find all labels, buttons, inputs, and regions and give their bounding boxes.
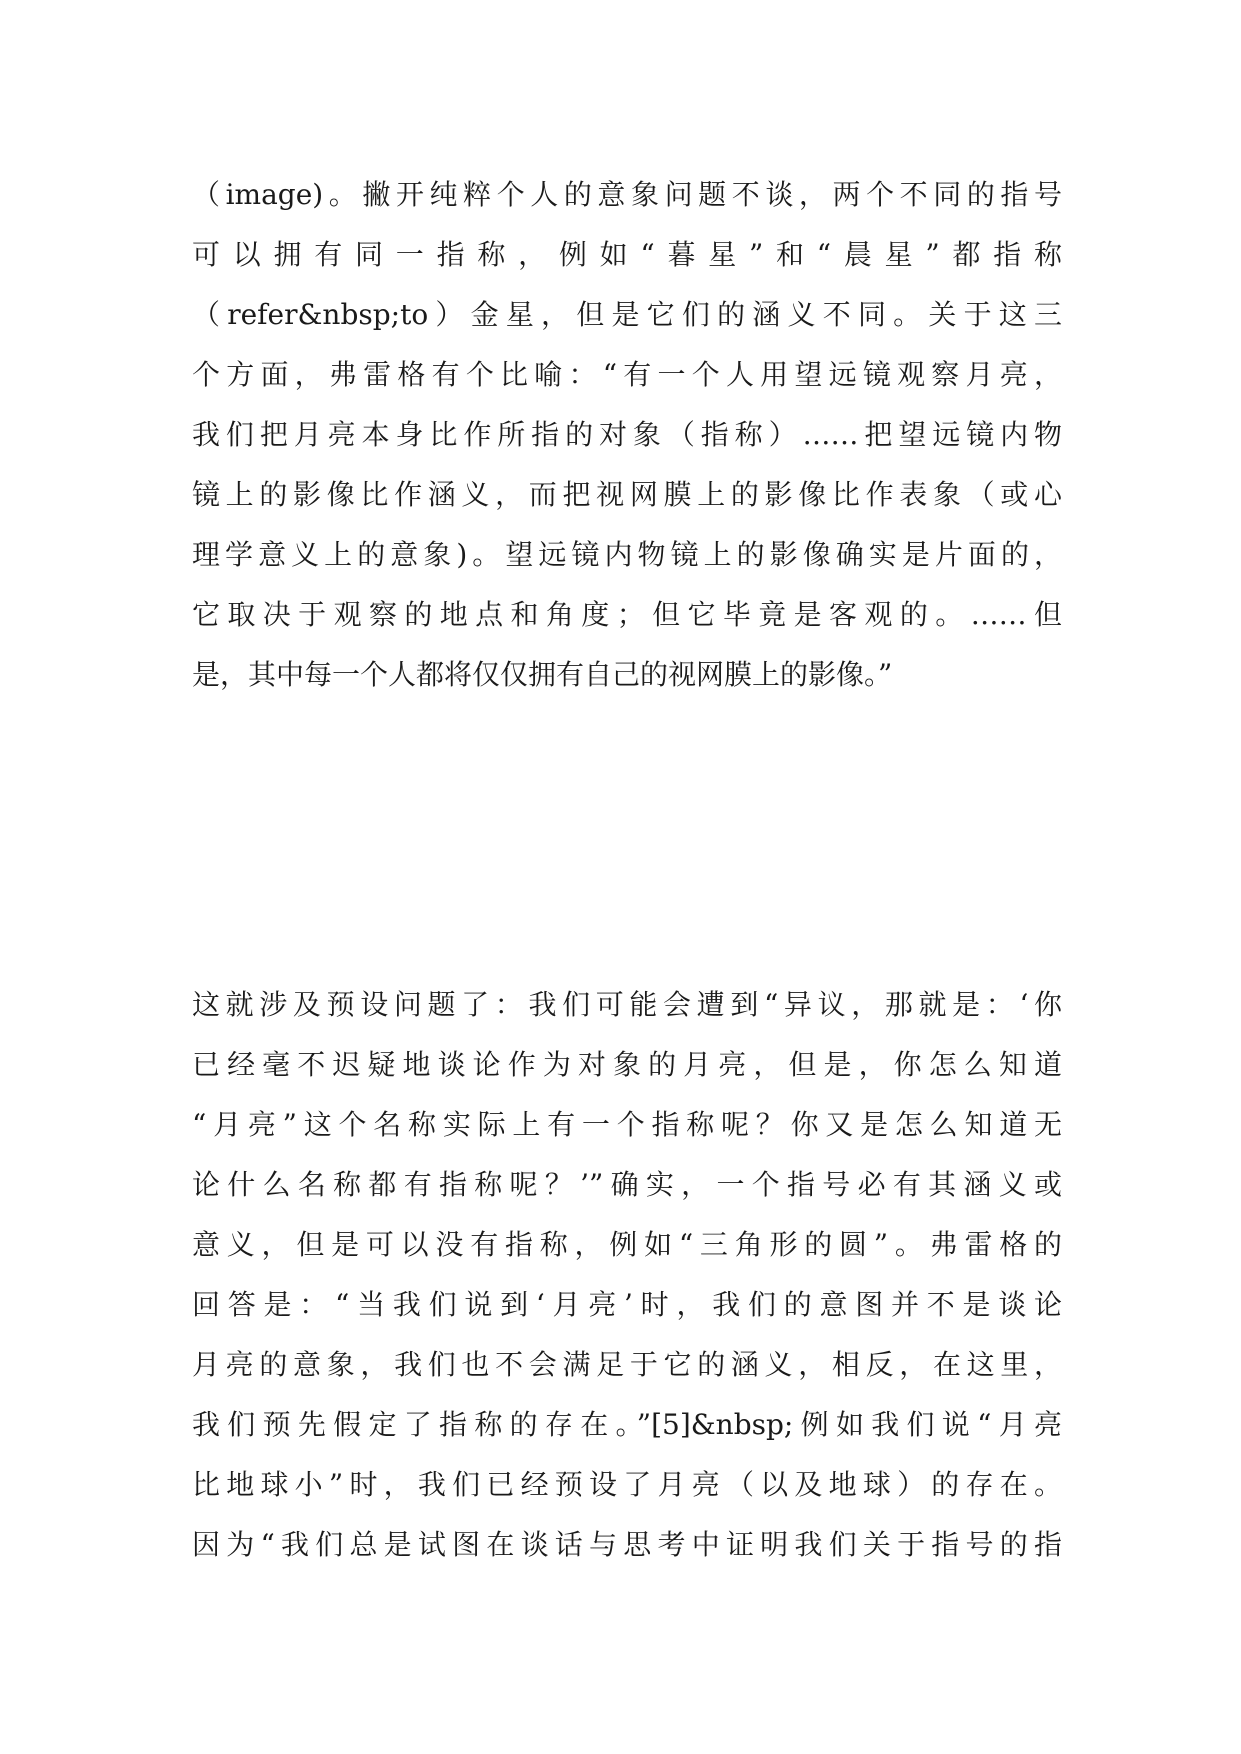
paragraph-2 [192, 975, 1062, 1575]
text-line: 我们预先假定了指称的存在。”[5]&nbsp;例如我们说“月亮 [192, 1408, 1062, 1441]
text-line: 论什么名称都有指称呢？’”确实，一个指号必有其涵义或 [192, 1168, 1062, 1201]
text-line: 意义，但是可以没有指称，例如“三角形的圆”。弗雷格的 [192, 1228, 1062, 1261]
text-line: 回答是：“当我们说到‘月亮’时，我们的意图并不是谈论 [192, 1288, 1062, 1321]
text-line: 它取决于观察的地点和角度；但它毕竟是客观的。……但 [192, 598, 1062, 631]
text-line: “月亮”这个名称实际上有一个指称呢？你又是怎么知道无 [192, 1108, 1062, 1141]
paragraph-1 [192, 165, 1062, 705]
text-line: 个方面，弗雷格有个比喻：“有一个人用望远镜观察月亮， [192, 358, 1062, 391]
text-line: 这就涉及预设问题了：我们可能会遭到“异议，那就是：‘你 [192, 988, 1062, 1021]
text-line: 镜上的影像比作涵义，而把视网膜上的影像比作表象（或心 [192, 478, 1062, 511]
text-line: 理学意义上的意象)。望远镜内物镜上的影像确实是片面的， [192, 538, 1062, 571]
text-line: 我们把月亮本身比作所指的对象（指称）……把望远镜内物 [192, 418, 1062, 451]
text-line: 因为“我们总是试图在谈话与思考中证明我们关于指号的指 [192, 1528, 1062, 1561]
text-line: 可以拥有同一指称，例如“暮星”和“晨星”都指称 [192, 238, 1062, 271]
text-line: 月亮的意象，我们也不会满足于它的涵义，相反，在这里， [192, 1348, 1062, 1381]
text-line: （image)。撇开纯粹个人的意象问题不谈，两个不同的指号 [192, 178, 1062, 211]
text-line: 比地球小”时，我们已经预设了月亮（以及地球）的存在。 [192, 1468, 1062, 1501]
text-line: 已经毫不迟疑地谈论作为对象的月亮，但是，你怎么知道 [192, 1048, 1062, 1081]
text-line: （refer&nbsp;to）金星，但是它们的涵义不同。关于这三 [192, 298, 1062, 331]
text-line: 是，其中每一个人都将仅仅拥有自己的视网膜上的影像。” [192, 658, 893, 691]
